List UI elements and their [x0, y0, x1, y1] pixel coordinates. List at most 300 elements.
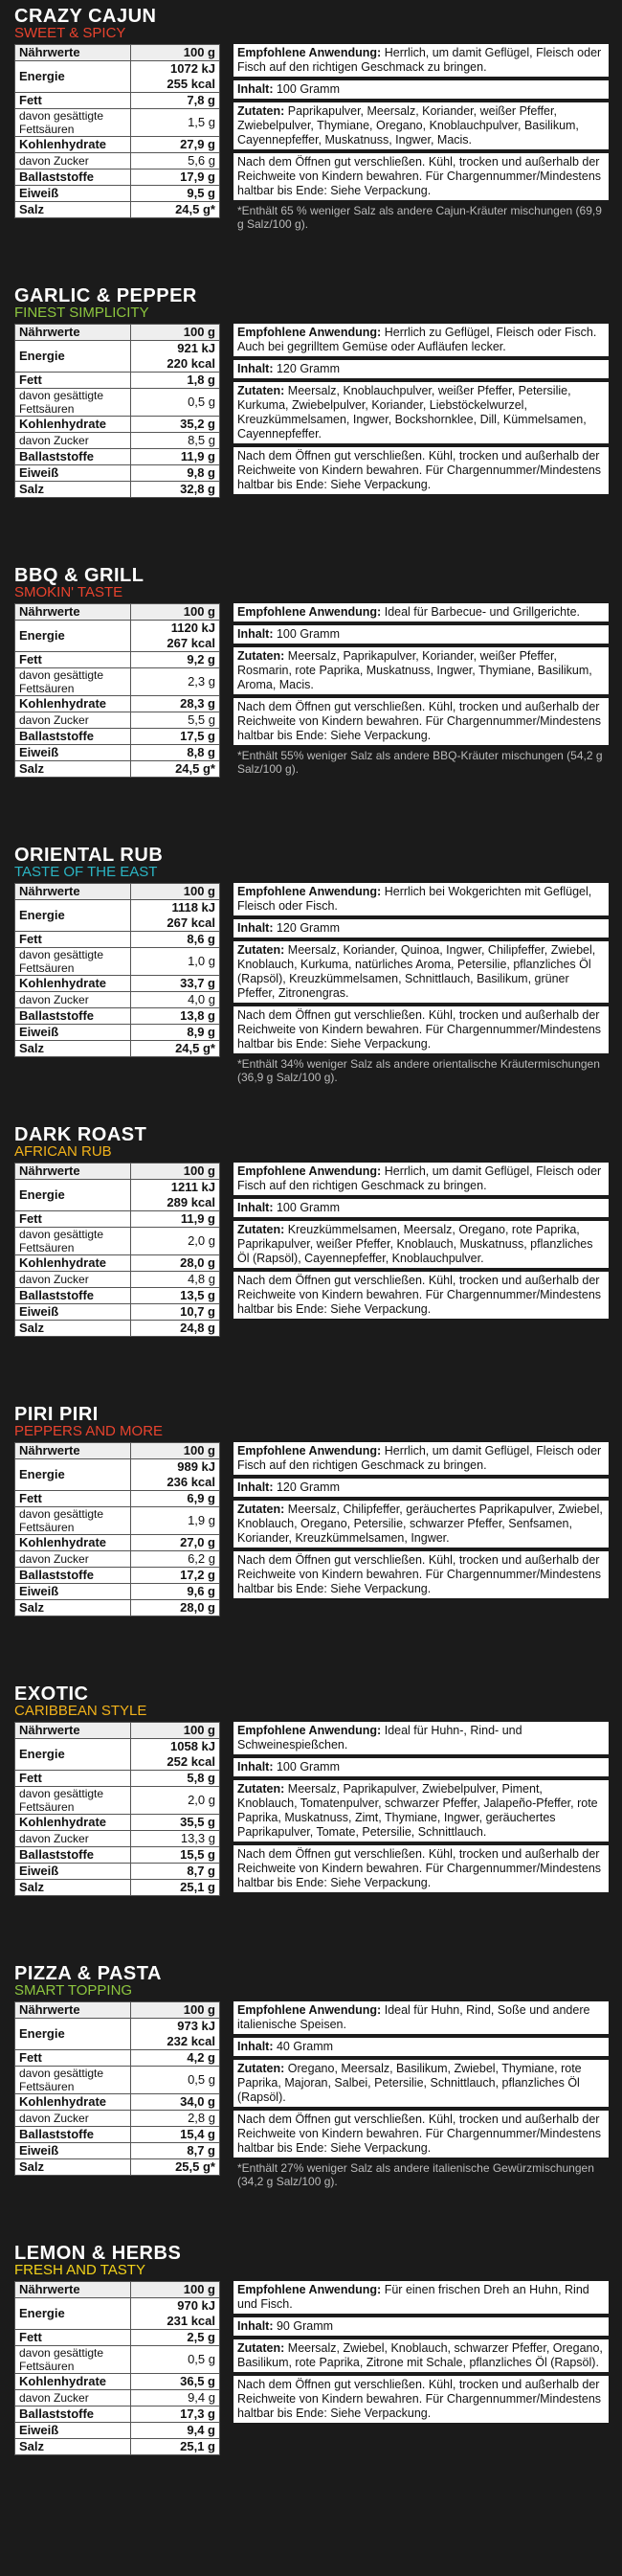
- nutrition-table: [14, 883, 220, 1057]
- salt-label: Salz: [15, 1600, 131, 1616]
- ingredients-box: [233, 102, 609, 149]
- fat-label: Fett: [15, 932, 131, 948]
- carbs-row: [15, 696, 220, 712]
- energy-row: [15, 1459, 220, 1491]
- fiber-row: [15, 1847, 220, 1864]
- saturated-value: 0,5 g: [131, 389, 220, 417]
- sugar-value: 5,5 g: [131, 712, 220, 729]
- fat-value: 6,9 g: [131, 1491, 220, 1507]
- fat-row: [15, 2050, 220, 2067]
- energy-row: [15, 2019, 220, 2050]
- usage-box: [233, 324, 609, 356]
- fiber-value: 17,2 g: [131, 1568, 220, 1584]
- fiber-value: 15,4 g: [131, 2127, 220, 2143]
- saturated-row: [15, 1228, 220, 1255]
- sugar-value: 4,0 g: [131, 992, 220, 1008]
- usage-label: Empfohlene Anwendung:: [237, 46, 382, 59]
- saturated-label: davon gesättigte Fettsäuren: [15, 1507, 131, 1535]
- energy-row: [15, 900, 220, 932]
- ingredients-box: [233, 647, 609, 694]
- content-box: [233, 1479, 609, 1497]
- protein-value: 8,7 g: [131, 1864, 220, 1880]
- saturated-row: [15, 1507, 220, 1535]
- content-label: Inhalt:: [237, 627, 274, 641]
- usage-label: Empfohlene Anwendung:: [237, 605, 382, 619]
- ingredients-label: Zutaten:: [237, 104, 285, 118]
- storage-box: Nach dem Öffnen gut verschließen. Kühl, trocken und außerhalb der Reichweite von Kindern bewahren. Für Chargennummer/Mindestens haltbar bis Ende: Siehe Verpackung.: [233, 698, 609, 745]
- carbs-label: Kohlenhydrate: [15, 1535, 131, 1551]
- fat-value: 1,8 g: [131, 373, 220, 389]
- fiber-row: [15, 1288, 220, 1304]
- header-label: Nährwerte: [15, 2002, 131, 2019]
- carbs-label: Kohlenhydrate: [15, 1255, 131, 1272]
- carbs-row: [15, 2094, 220, 2111]
- product-subtitle: FRESH AND TASTY: [14, 2262, 145, 2278]
- ingredients-text: Kreuzkümmelsamen, Meersalz, Oregano, rote Paprika, Paprikapulver, weißer Pfeffer, Knoblauch, Muskatnuss, pflanzliches Öl (Rapsöl), Cayennepfeffer, Knoblauchpulver.: [237, 1223, 593, 1265]
- content-label: Inhalt:: [237, 2319, 274, 2333]
- protein-value: 9,8 g: [131, 465, 220, 482]
- ingredients-label: Zutaten:: [237, 384, 285, 397]
- ingredients-text: Meersalz, Paprikapulver, Koriander, weißer Pfeffer, Rosmarin, rote Paprika, Muskatnuss, Ingwer, Thymiane, Basilikum, Aroma, Macis.: [237, 649, 592, 691]
- product-info: [233, 1163, 609, 1322]
- fiber-label: Ballaststoffe: [15, 729, 131, 745]
- fat-value: 7,8 g: [131, 93, 220, 109]
- protein-label: Eiweiß: [15, 186, 131, 202]
- usage-box: [233, 1442, 609, 1475]
- fiber-label: Ballaststoffe: [15, 2407, 131, 2423]
- salt-label: Salz: [15, 202, 131, 218]
- carbs-row: [15, 1255, 220, 1272]
- content-text: 120 Gramm: [276, 1480, 340, 1494]
- salt-row: [15, 482, 220, 498]
- energy-value: 921 kJ 220 kcal: [131, 341, 220, 373]
- nutrition-table: [14, 1722, 220, 1896]
- content-box: [233, 2317, 609, 2336]
- fiber-label: Ballaststoffe: [15, 169, 131, 186]
- protein-value: 10,7 g: [131, 1304, 220, 1321]
- product-section-4: [0, 845, 622, 1124]
- product-title: ORIENTAL RUB: [14, 845, 164, 866]
- energy-value: 1211 kJ 289 kcal: [131, 1180, 220, 1211]
- sugar-value: 4,8 g: [131, 1272, 220, 1288]
- protein-value: 9,6 g: [131, 1584, 220, 1600]
- saturated-label: davon gesättigte Fettsäuren: [15, 2067, 131, 2094]
- salt-row: [15, 202, 220, 218]
- header-per: 100 g: [131, 1164, 220, 1180]
- usage-text: Herrlich bei Wokgerichten mit Geflügel, Fleisch oder Fisch.: [237, 885, 592, 913]
- product-section-9: [0, 2243, 622, 2522]
- ingredients-label: Zutaten:: [237, 1223, 285, 1236]
- fat-value: 8,6 g: [131, 932, 220, 948]
- fiber-label: Ballaststoffe: [15, 1008, 131, 1025]
- product-subtitle: SMOKIN' TASTE: [14, 584, 123, 600]
- protein-label: Eiweiß: [15, 745, 131, 761]
- header-per: 100 g: [131, 2282, 220, 2298]
- salt-value: 25,1 g: [131, 2439, 220, 2455]
- content-box: [233, 360, 609, 378]
- salt-label: Salz: [15, 1041, 131, 1057]
- usage-text: Herrlich, um damit Geflügel, Fleisch oder Fisch auf den richtigen Geschmack zu bringen.: [237, 1444, 602, 1472]
- content-text: 120 Gramm: [276, 921, 340, 935]
- table-header-row: [15, 1443, 220, 1459]
- salt-note: *Enthält 34% weniger Salz als andere orientalische Kräutermischungen (36,9 g Salz/100 g).: [237, 1057, 600, 1084]
- energy-row: [15, 1180, 220, 1211]
- storage-box: Nach dem Öffnen gut verschließen. Kühl, trocken und außerhalb der Reichweite von Kindern bewahren. Für Chargennummer/Mindestens haltbar bis Ende: Siehe Verpackung.: [233, 1551, 609, 1598]
- energy-label: Energie: [15, 341, 131, 373]
- fiber-value: 15,5 g: [131, 1847, 220, 1864]
- fiber-value: 17,5 g: [131, 729, 220, 745]
- saturated-label: davon gesättigte Fettsäuren: [15, 1228, 131, 1255]
- sugar-value: 6,2 g: [131, 1551, 220, 1568]
- content-text: 90 Gramm: [276, 2319, 334, 2333]
- product-section-2: [0, 285, 622, 565]
- ingredients-box: [233, 2339, 609, 2372]
- product-info: [233, 324, 609, 498]
- sugar-label: davon Zucker: [15, 2111, 131, 2127]
- ingredients-label: Zutaten:: [237, 2341, 285, 2355]
- saturated-row: [15, 1787, 220, 1815]
- content-text: 40 Gramm: [276, 2040, 334, 2053]
- fiber-value: 17,9 g: [131, 169, 220, 186]
- content-label: Inhalt:: [237, 2040, 274, 2053]
- salt-value: 24,5 g*: [131, 761, 220, 778]
- energy-value: 1072 kJ 255 kcal: [131, 61, 220, 93]
- usage-text: Herrlich, um damit Geflügel, Fleisch oder Fisch auf den richtigen Geschmack zu bringen.: [237, 1164, 602, 1192]
- energy-label: Energie: [15, 621, 131, 652]
- ingredients-box: [233, 382, 609, 443]
- carbs-value: 35,5 g: [131, 1815, 220, 1831]
- protein-row: [15, 1025, 220, 1041]
- salt-label: Salz: [15, 2159, 131, 2176]
- sugar-label: davon Zucker: [15, 1831, 131, 1847]
- fat-label: Fett: [15, 652, 131, 668]
- usage-box: [233, 883, 609, 915]
- energy-value: 973 kJ 232 kcal: [131, 2019, 220, 2050]
- sugar-row: [15, 1551, 220, 1568]
- saturated-value: 2,0 g: [131, 1228, 220, 1255]
- carbs-value: 36,5 g: [131, 2374, 220, 2390]
- protein-row: [15, 2423, 220, 2439]
- protein-label: Eiweiß: [15, 2143, 131, 2159]
- saturated-row: [15, 2067, 220, 2094]
- fiber-label: Ballaststoffe: [15, 1568, 131, 1584]
- fat-row: [15, 1771, 220, 1787]
- energy-label: Energie: [15, 1739, 131, 1771]
- carbs-label: Kohlenhydrate: [15, 2374, 131, 2390]
- fiber-row: [15, 2127, 220, 2143]
- protein-label: Eiweiß: [15, 1025, 131, 1041]
- energy-row: [15, 61, 220, 93]
- ingredients-label: Zutaten:: [237, 1782, 285, 1796]
- fiber-value: 13,5 g: [131, 1288, 220, 1304]
- usage-label: Empfohlene Anwendung:: [237, 326, 382, 339]
- usage-text: Ideal für Huhn-, Rind- und Schweinespießchen.: [237, 1724, 522, 1751]
- content-text: 100 Gramm: [276, 1201, 340, 1214]
- header-label: Nährwerte: [15, 2282, 131, 2298]
- fat-row: [15, 93, 220, 109]
- carbs-label: Kohlenhydrate: [15, 2094, 131, 2111]
- energy-row: [15, 2298, 220, 2330]
- storage-box: Nach dem Öffnen gut verschließen. Kühl, trocken und außerhalb der Reichweite von Kindern bewahren. Für Chargennummer/Mindestens haltbar bis Ende: Siehe Verpackung.: [233, 1006, 609, 1053]
- storage-box: Nach dem Öffnen gut verschließen. Kühl, trocken und außerhalb der Reichweite von Kindern bewahren. Für Chargennummer/Mindestens haltbar bis Ende: Siehe Verpackung.: [233, 1845, 609, 1892]
- content-label: Inhalt:: [237, 1760, 274, 1774]
- sugar-row: [15, 712, 220, 729]
- saturated-label: davon gesättigte Fettsäuren: [15, 2346, 131, 2374]
- fiber-value: 11,9 g: [131, 449, 220, 465]
- usage-box: [233, 603, 609, 621]
- product-title: PIZZA & PASTA: [14, 1963, 162, 1984]
- header-per: 100 g: [131, 2002, 220, 2019]
- header-per: 100 g: [131, 604, 220, 621]
- usage-label: Empfohlene Anwendung:: [237, 2283, 382, 2296]
- content-text: 100 Gramm: [276, 627, 340, 641]
- fat-value: 11,9 g: [131, 1211, 220, 1228]
- saturated-row: [15, 948, 220, 976]
- product-title: DARK ROAST: [14, 1124, 147, 1145]
- saturated-value: 2,3 g: [131, 668, 220, 696]
- energy-row: [15, 1739, 220, 1771]
- sugar-label: davon Zucker: [15, 992, 131, 1008]
- fat-label: Fett: [15, 2330, 131, 2346]
- content-text: 100 Gramm: [276, 82, 340, 96]
- protein-value: 8,7 g: [131, 2143, 220, 2159]
- energy-value: 970 kJ 231 kcal: [131, 2298, 220, 2330]
- carbs-row: [15, 976, 220, 992]
- saturated-label: davon gesättigte Fettsäuren: [15, 1787, 131, 1815]
- product-title: BBQ & GRILL: [14, 565, 144, 586]
- protein-label: Eiweiß: [15, 1584, 131, 1600]
- usage-box: [233, 1163, 609, 1195]
- storage-box: Nach dem Öffnen gut verschließen. Kühl, trocken und außerhalb der Reichweite von Kindern bewahren. Für Chargennummer/Mindestens haltbar bis Ende: Siehe Verpackung.: [233, 447, 609, 494]
- product-info: [233, 2281, 609, 2427]
- sugar-value: 9,4 g: [131, 2390, 220, 2407]
- saturated-value: 1,9 g: [131, 1507, 220, 1535]
- protein-row: [15, 1864, 220, 1880]
- salt-value: 24,5 g*: [131, 1041, 220, 1057]
- usage-box: [233, 44, 609, 77]
- sugar-row: [15, 2390, 220, 2407]
- energy-value: 1120 kJ 267 kcal: [131, 621, 220, 652]
- carbs-label: Kohlenhydrate: [15, 696, 131, 712]
- usage-label: Empfohlene Anwendung:: [237, 1164, 382, 1178]
- product-section-6: [0, 1404, 622, 1683]
- header-per: 100 g: [131, 1443, 220, 1459]
- content-text: 100 Gramm: [276, 1760, 340, 1774]
- nutrition-table: [14, 44, 220, 218]
- salt-note: *Enthält 27% weniger Salz als andere italienische Gewürzmischungen (34,2 g Salz/100 g).: [237, 2161, 594, 2188]
- saturated-label: davon gesättigte Fettsäuren: [15, 668, 131, 696]
- content-label: Inhalt:: [237, 1480, 274, 1494]
- sugar-label: davon Zucker: [15, 1551, 131, 1568]
- nutrition-table: [14, 2001, 220, 2176]
- usage-label: Empfohlene Anwendung:: [237, 1724, 382, 1737]
- product-info: [233, 44, 609, 231]
- usage-text: Herrlich, um damit Geflügel, Fleisch oder Fisch auf den richtigen Geschmack zu bringen.: [237, 46, 602, 74]
- ingredients-text: Meersalz, Chilipfeffer, geräuchertes Paprikapulver, Zwiebel, Knoblauch, Oregano, Petersilie, schwarzer Pfeffer, Senfsamen, Koriander, Kreuzkümmelsamen, Ingwer.: [237, 1503, 603, 1545]
- salt-value: 28,0 g: [131, 1600, 220, 1616]
- saturated-label: davon gesättigte Fettsäuren: [15, 109, 131, 137]
- saturated-value: 1,5 g: [131, 109, 220, 137]
- content-box: [233, 1199, 609, 1217]
- product-title: GARLIC & PEPPER: [14, 285, 197, 306]
- protein-label: Eiweiß: [15, 1864, 131, 1880]
- protein-row: [15, 745, 220, 761]
- fiber-row: [15, 1568, 220, 1584]
- product-section-1: [0, 6, 622, 285]
- product-info: [233, 1442, 609, 1602]
- energy-label: Energie: [15, 1180, 131, 1211]
- usage-text: Herrlich zu Geflügel, Fleisch oder Fisch. Auch bei gegrilltem Gemüse oder Aufläufen lecker.: [237, 326, 597, 353]
- saturated-value: 1,0 g: [131, 948, 220, 976]
- header-per: 100 g: [131, 1723, 220, 1739]
- sugar-row: [15, 1272, 220, 1288]
- salt-row: [15, 1321, 220, 1337]
- salt-label: Salz: [15, 482, 131, 498]
- product-section-5: [0, 1124, 622, 1404]
- content-box: [233, 1758, 609, 1776]
- content-box: [233, 919, 609, 938]
- content-text: 120 Gramm: [276, 362, 340, 375]
- sugar-label: davon Zucker: [15, 1272, 131, 1288]
- fat-row: [15, 652, 220, 668]
- fiber-row: [15, 729, 220, 745]
- saturated-value: 2,0 g: [131, 1787, 220, 1815]
- salt-row: [15, 2439, 220, 2455]
- nutrition-table: [14, 603, 220, 778]
- carbs-row: [15, 2374, 220, 2390]
- fiber-label: Ballaststoffe: [15, 1847, 131, 1864]
- product-info: [233, 2001, 609, 2188]
- protein-value: 8,9 g: [131, 1025, 220, 1041]
- fat-label: Fett: [15, 1491, 131, 1507]
- salt-value: 32,8 g: [131, 482, 220, 498]
- protein-value: 9,4 g: [131, 2423, 220, 2439]
- content-label: Inhalt:: [237, 1201, 274, 1214]
- salt-row: [15, 1880, 220, 1896]
- fat-label: Fett: [15, 1211, 131, 1228]
- ingredients-box: [233, 2060, 609, 2107]
- ingredients-text: Meersalz, Paprikapulver, Zwiebelpulver, Piment, Knoblauch, Tomatenpulver, schwarzer Pfeffer, Jalapeño-Pfeffer, rote Paprika, Muskatnuss, Zimt, Thymiane, Ingwer, geräuchertes Paprikapulver, Tomate, Petersilie, Schnittlauch.: [237, 1782, 598, 1839]
- nutrition-table: [14, 1163, 220, 1337]
- sugar-row: [15, 433, 220, 449]
- sugar-row: [15, 992, 220, 1008]
- table-header-row: [15, 45, 220, 61]
- product-info: [233, 1722, 609, 1896]
- product-subtitle: SMART TOPPING: [14, 1982, 133, 1999]
- fat-label: Fett: [15, 373, 131, 389]
- sugar-value: 8,5 g: [131, 433, 220, 449]
- product-subtitle: PEPPERS AND MORE: [14, 1423, 164, 1439]
- salt-value: 24,5 g*: [131, 202, 220, 218]
- saturated-row: [15, 2346, 220, 2374]
- carbs-row: [15, 1815, 220, 1831]
- ingredients-box: [233, 1221, 609, 1268]
- protein-row: [15, 186, 220, 202]
- saturated-label: davon gesättigte Fettsäuren: [15, 389, 131, 417]
- product-title: PIRI PIRI: [14, 1404, 99, 1425]
- salt-value: 25,1 g: [131, 1880, 220, 1896]
- fat-value: 9,2 g: [131, 652, 220, 668]
- fat-value: 2,5 g: [131, 2330, 220, 2346]
- saturated-label: davon gesättigte Fettsäuren: [15, 948, 131, 976]
- carbs-label: Kohlenhydrate: [15, 137, 131, 153]
- product-subtitle: FINEST SIMPLICITY: [14, 305, 149, 321]
- product-subtitle: AFRICAN RUB: [14, 1143, 112, 1160]
- salt-value: 25,5 g*: [131, 2159, 220, 2176]
- fiber-row: [15, 169, 220, 186]
- energy-label: Energie: [15, 61, 131, 93]
- product-title: CRAZY CAJUN: [14, 6, 157, 27]
- product-section-8: [0, 1963, 622, 2243]
- product-title: EXOTIC: [14, 1683, 89, 1705]
- salt-label: Salz: [15, 1880, 131, 1896]
- content-label: Inhalt:: [237, 362, 274, 375]
- protein-row: [15, 1584, 220, 1600]
- sugar-value: 2,8 g: [131, 2111, 220, 2127]
- sugar-value: 5,6 g: [131, 153, 220, 169]
- salt-row: [15, 1041, 220, 1057]
- content-box: [233, 625, 609, 644]
- protein-label: Eiweiß: [15, 1304, 131, 1321]
- ingredients-text: Meersalz, Zwiebel, Knoblauch, schwarzer Pfeffer, Oregano, Basilikum, rote Paprika, Zitrone mit Schale, pflanzliches Öl (Rapsöl).: [237, 2341, 603, 2369]
- usage-label: Empfohlene Anwendung:: [237, 2003, 382, 2017]
- content-box: [233, 2038, 609, 2056]
- table-header-row: [15, 884, 220, 900]
- saturated-value: 0,5 g: [131, 2346, 220, 2374]
- salt-label: Salz: [15, 761, 131, 778]
- nutrition-table: [14, 1442, 220, 1616]
- fat-row: [15, 373, 220, 389]
- fiber-value: 13,8 g: [131, 1008, 220, 1025]
- ingredients-text: Meersalz, Knoblauchpulver, weißer Pfeffer, Petersilie, Kurkuma, Zwiebelpulver, Koriander, Liebstöckelwurzel, Kreuzkümmelsamen, Ingwer, Bockshornklee, Dill, Kümmelsamen, Cayennepfeffer.: [237, 384, 587, 441]
- fat-row: [15, 1211, 220, 1228]
- usage-label: Empfohlene Anwendung:: [237, 885, 382, 898]
- ingredients-label: Zutaten:: [237, 2062, 285, 2075]
- storage-box: Nach dem Öffnen gut verschließen. Kühl, trocken und außerhalb der Reichweite von Kindern bewahren. Für Chargennummer/Mindestens haltbar bis Ende: Siehe Verpackung.: [233, 2376, 609, 2423]
- storage-box: Nach dem Öffnen gut verschließen. Kühl, trocken und außerhalb der Reichweite von Kindern bewahren. Für Chargennummer/Mindestens haltbar bis Ende: Siehe Verpackung.: [233, 2111, 609, 2158]
- table-header-row: [15, 2282, 220, 2298]
- header-label: Nährwerte: [15, 1723, 131, 1739]
- fiber-row: [15, 449, 220, 465]
- storage-box: Nach dem Öffnen gut verschließen. Kühl, trocken und außerhalb der Reichweite von Kindern bewahren. Für Chargennummer/Mindestens haltbar bis Ende: Siehe Verpackung.: [233, 153, 609, 200]
- sugar-row: [15, 1831, 220, 1847]
- sugar-label: davon Zucker: [15, 433, 131, 449]
- product-info: [233, 603, 609, 776]
- protein-row: [15, 465, 220, 482]
- header-label: Nährwerte: [15, 604, 131, 621]
- carbs-row: [15, 417, 220, 433]
- nutrition-table: [14, 324, 220, 498]
- carbs-value: 33,7 g: [131, 976, 220, 992]
- carbs-value: 27,0 g: [131, 1535, 220, 1551]
- nutrition-table: [14, 2281, 220, 2455]
- energy-label: Energie: [15, 1459, 131, 1491]
- saturated-value: 0,5 g: [131, 2067, 220, 2094]
- fat-value: 4,2 g: [131, 2050, 220, 2067]
- salt-value: 24,8 g: [131, 1321, 220, 1337]
- product-section-3: [0, 565, 622, 845]
- energy-label: Energie: [15, 2298, 131, 2330]
- usage-label: Empfohlene Anwendung:: [237, 1444, 382, 1457]
- product-title: LEMON & HERBS: [14, 2243, 182, 2264]
- energy-value: 1058 kJ 252 kcal: [131, 1739, 220, 1771]
- protein-value: 9,5 g: [131, 186, 220, 202]
- carbs-row: [15, 137, 220, 153]
- fiber-label: Ballaststoffe: [15, 1288, 131, 1304]
- product-subtitle: SWEET & SPICY: [14, 25, 126, 41]
- fiber-row: [15, 2407, 220, 2423]
- carbs-value: 35,2 g: [131, 417, 220, 433]
